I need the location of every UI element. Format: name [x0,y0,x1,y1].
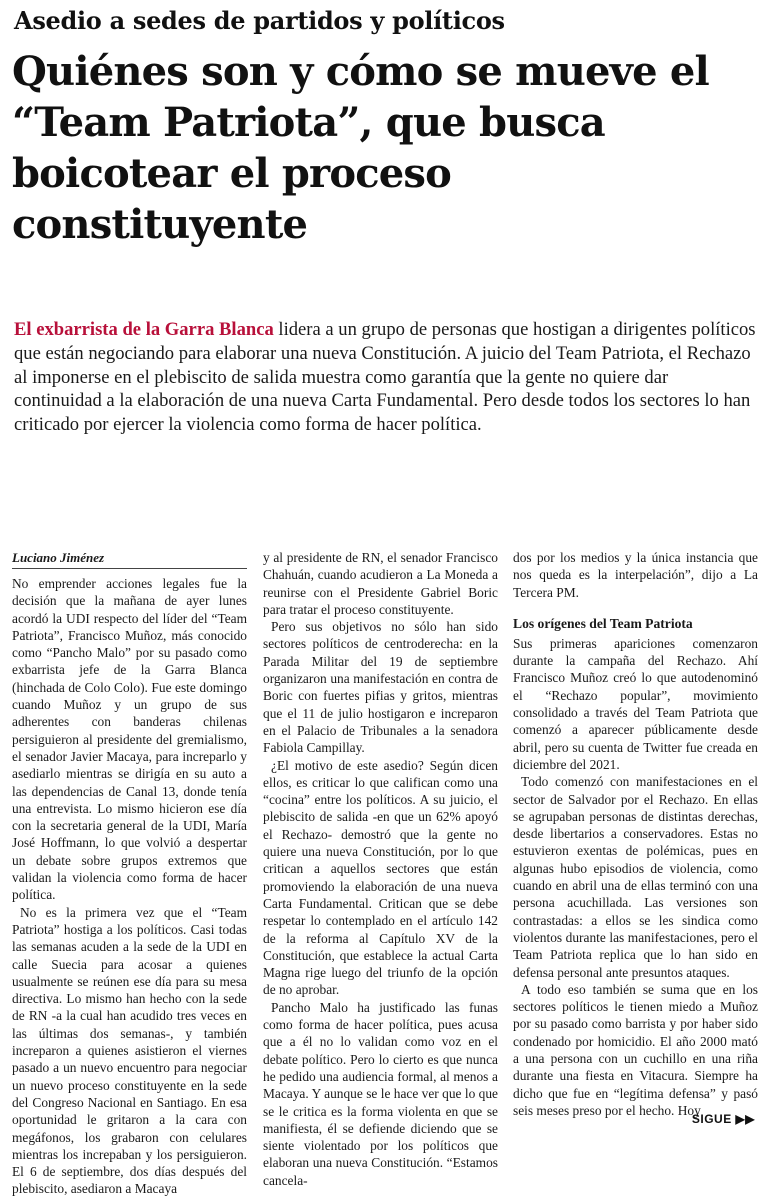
article-kicker: Asedio a sedes de partidos y políticos [14,6,505,35]
continue-label: SIGUE ▶▶ [691,1112,755,1126]
paragraph: No emprender acciones legales fue la decisión que la mañana de ayer lunes acordó la UDI respecto del líder del “Team Patriota”, Francisco Muñoz, más conocido como “Pancho Malo” por su pasado como exbarrista jefe de la Garra Blanca (hinchada de Colo Colo). Fue este domingo cuando Muñoz y un grupo de sus adherentes con banderas chilenas persiguieron al presidente del gremialismo, el senador Javier Macaya, para increparlo y asediarlo mientras se dirigía en su auto a las dependencias de Canal 13, donde tenía una entrevista. Lo mismo hicieron ese día con la secretaria general de la UDI, María José Hoffmann, lo que volvió a despertar un debate sobre grupos extremos que validan la violencia como forma de hacer política. [12,576,247,903]
paragraph: ¿El motivo de este asedio? Según dicen ellos, es criticar lo que califican como una “cocina” entre los políticos. A su juicio, el plebiscito de salida -en que un 62% apoyó el Rechazo- demostró que la gente no quiere una nueva Constitución, por lo que critican a aquellos sectores que están promoviendo la elaboración de una nueva Carta Fundamental. Critican que se debe respetar lo contemplado en el artículo 142 de la reforma al Capítulo XV de la Constitución, que establece la actual Carta Magna rige luego del triunfo de la opción de no aprobar. [263,757,498,998]
paragraph: Pancho Malo ha justificado las funas como forma de hacer política, pues acusa que a él no lo validan como voz en el debate político. Pero lo cierto es que nunca he pedido una audiencia formal, al menos a Macaya. Y aunque se le hace ver que lo que se le critica es la forma violenta en que se manifiesta, él se defiende diciendo que se siente violentado por los políticos que elaboran una nueva Constitución. “Estamos cancela- [263,999,498,1188]
paragraph: Sus primeras apariciones comenzaron durante la campaña del Rechazo. Ahí Francisco Muñoz creó lo que autodenominó el “Rechazo popular”, movimiento consolidado a través del Team Patriota que comenzó a aparecer públicamente desde abril, pero su cuenta de Twitter fue creada en diciembre del 2021. [513,635,758,772]
article-column-1 [12,549,247,1198]
lead-text: lidera a un grupo de personas que hostigan a dirigentes políticos que están negociando para elaborar una nueva Constitución. A juicio del Team Patriota, el Rechazo al imponerse en el plebiscito de salida muestra como garantía que la gente no quiere dar continuidad a la elaboración de una nueva Carta Fundamental. Pero desde todos los sectores lo han criticado por ejercer la violencia como forma de hacer política. [14,319,756,436]
byline: Luciano Jiménez [12,549,247,569]
paragraph: Pero sus objetivos no sólo han sido sectores políticos de centroderecha: en la Parada Militar del 19 de septiembre organizaron una manifestación en contra de Boric con fuertes pifias y gritos, mientras que el 11 de julio hostigaron e increparon en el Palacio de Tribunales a la senadora Fabiola Campillay. [263,619,498,756]
article-headline: Quiénes son y cómo se mueve el “Team Patriota”, que busca boicotear el proceso constituyente [12,48,709,248]
lead-highlight: El exbarrista de la Garra Blanca [14,319,274,340]
paragraph: A todo eso también se suma que en los sectores políticos le tienen miedo a Muñoz por su pasado como barrista y por haber sido condenado por homicidio. El año 2000 mató a una persona con un cuchillo en una riña durante una fiesta en Vitacura. Siempre ha dicho que fue en “legítima defensa” y pasó seis meses preso por el hecho. Hoy [513,981,758,1118]
article-column-3 [513,549,758,1119]
article-column-2 [263,549,498,1189]
paragraph: No es la primera vez que el “Team Patriota” hostiga a los políticos. Casi todas las semanas acuden a la sede de la UDI en calle Suecia para acosar a quienes usualmente se reúnen ese día para su mesa directiva. Lo mismo han hecho con la sede de RN -a la cual han acudido tres veces en las últimas dos semanas-, y también increparon a quienes asistieron el viernes pasado a un nuevo encuentro para negociar un nuevo proceso constituyente en la sede del Congreso Nacional en Santiago. En esa oportunidad le gritaron a la cara con megáfonos, los grabaron con celulares mientras los increpaban y los persiguieron. El 6 de septiembre, dos días después del plebiscito, asediaron a Macaya [12,904,247,1197]
paragraph: dos por los medios y la única instancia que nos queda es la interpelación”, dijo a La Tercera PM. [513,550,758,600]
section-subhead: Los orígenes del Team Patriota [513,615,693,631]
article-lead [14,318,759,437]
paragraph: Todo comenzó con manifestaciones en el sector de Salvador por el Rechazo. En ellas se agrupaban personas de distintas derechas, desde libertarios a conservadores. Estas no estuvieron exentas de polémicas, pues en algunas hubo episodios de violencia, como cuando en abril una de ellas terminó con una persona acuchillada. Las versiones son contrastadas: a ellos se les sindica como violentos durante las manifestaciones, pero el Team Patriota replica que lo han sido en defensa personal ante presuntos ataques. [513,774,758,980]
paragraph: y al presidente de RN, el senador Francisco Chahuán, cuando acudieron a La Moneda a reunirse con el Presidente Gabriel Boric para tratar el proceso constituyente. [263,550,498,617]
